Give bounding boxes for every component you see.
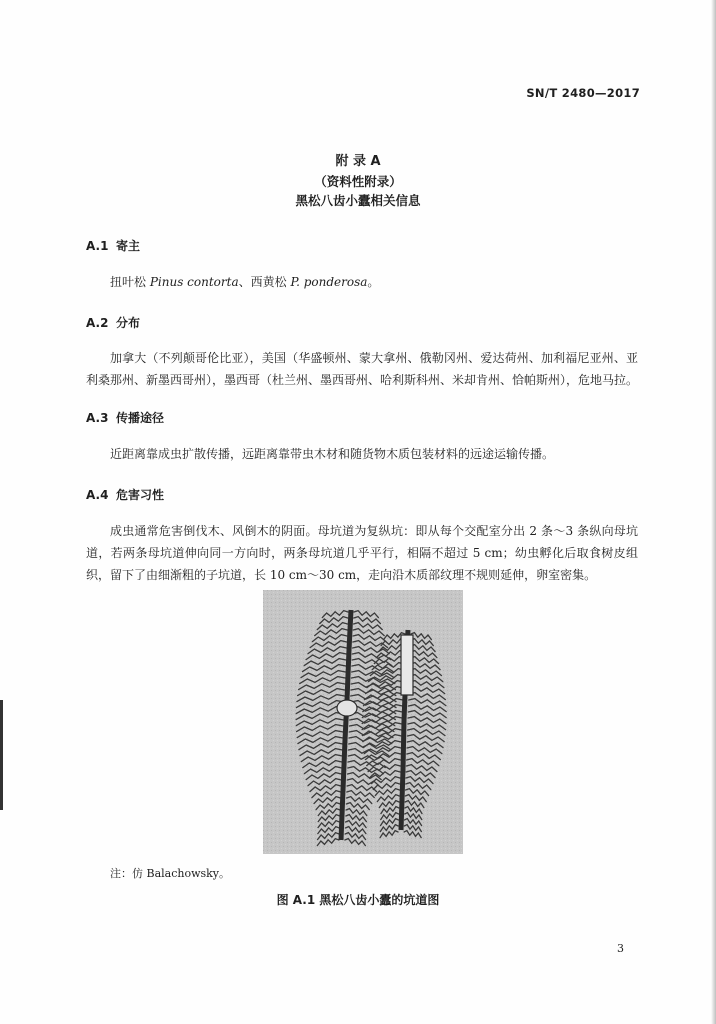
appendix-nature: （资料性附录） (314, 174, 402, 189)
mating-chamber (337, 700, 357, 716)
spread-paragraph: 近距离靠成虫扩散传播，远距离靠带虫木材和随货物木质包装材料的远途运输传播。 (110, 447, 555, 461)
gallery-channel-right (401, 635, 413, 695)
distribution-paragraph: 加拿大（不列颠哥伦比亚），美国（华盛顿州、蒙大拿州、俄勒冈州、爱达荷州、加利福尼亚州、亚利桑那州、新墨西哥州），墨西哥（杜兰州、墨西哥州、哈利斯科州、米却肯州、恰帕斯州），危地马拉。 (86, 351, 639, 387)
section-heading-a1 (86, 237, 140, 254)
gallery-drawing (263, 590, 463, 854)
section-title: 传播途径 (116, 411, 165, 425)
host-species-1: Pinus contorta (149, 275, 239, 289)
section-number: A.4 (86, 488, 109, 502)
section-number: A.2 (86, 316, 109, 330)
habit-paragraph: 成虫通常危害倒伐木、风倒木的阴面。母坑道为复纵坑：即从每个交配室分出 2 条～3 条纵向母坑道，若两条母坑道伸向同一方向时，两条母坑道几乎平行，相隔不超过 5 cm；幼虫孵化后取食树皮组织，留下了由细渐粗的子坑道，长 10 cm～30 cm，走向沿木质部纹理不规则延伸，卵室密集。 (86, 524, 638, 582)
hosts-suffix: 。 (367, 275, 380, 289)
document-code: SN/T 2480—2017 (526, 86, 640, 100)
host-species-2: P. ponderosa (290, 275, 368, 289)
section-number: A.3 (86, 411, 109, 425)
scan-edge-mark (0, 700, 3, 810)
appendix-subject: 黑松八齿小蠹相关信息 (295, 193, 421, 208)
section-heading-a3 (86, 409, 164, 426)
section-title: 危害习性 (116, 488, 165, 502)
section-heading-a4 (86, 486, 164, 503)
section-heading-a2 (86, 314, 140, 331)
gallery-figure-image (263, 590, 463, 854)
section-title: 寄主 (116, 239, 141, 253)
section-number: A.1 (86, 239, 109, 253)
appendix-title: 附 录 A (335, 154, 381, 169)
figure-caption: 图 A.1 黑松八齿小蠹的坑道图 (276, 893, 440, 907)
figure-note: 注：仿 Balachowsky。 (110, 867, 231, 880)
page-number: 3 (617, 942, 624, 955)
hosts-prefix: 扭叶松 (110, 275, 150, 289)
hosts-separator: 、西黄松 (238, 275, 291, 289)
hosts-paragraph (86, 271, 638, 293)
section-title: 分布 (116, 316, 141, 330)
